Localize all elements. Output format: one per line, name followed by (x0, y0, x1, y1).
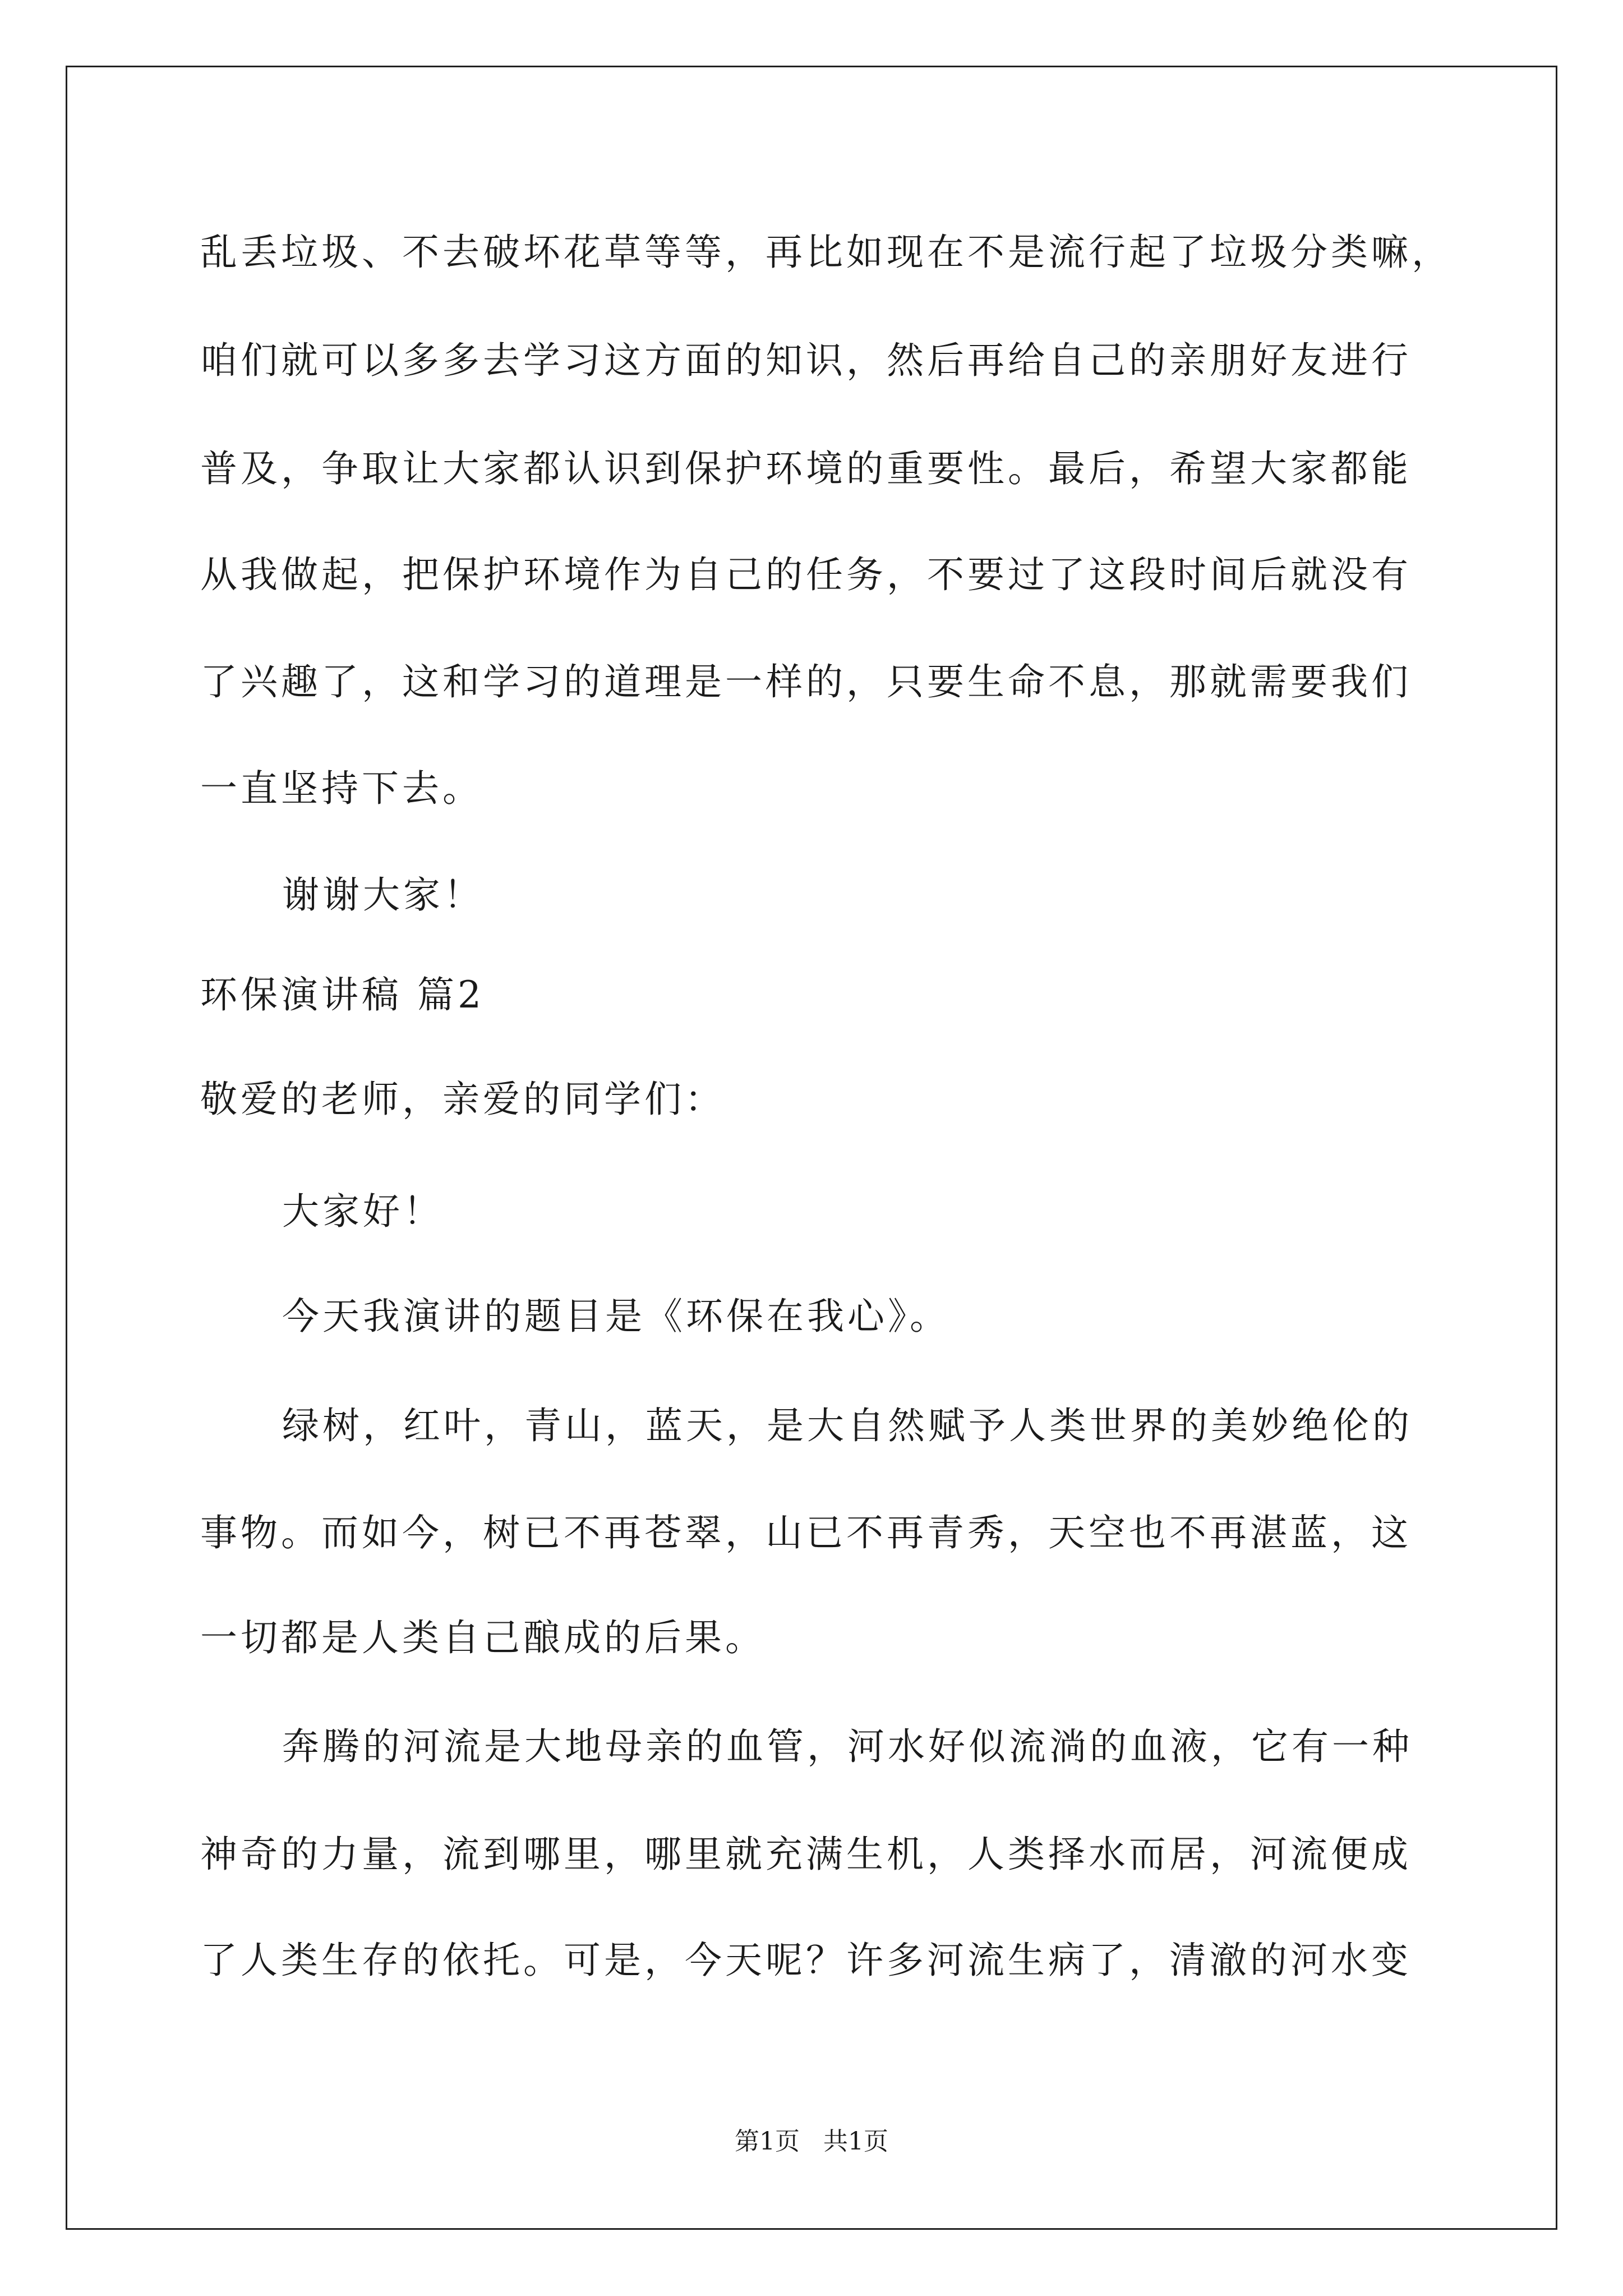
paragraph-line: 奔腾的河流是大地母亲的血管，河水好似流淌的血液，它有一种 (282, 1725, 1413, 1768)
paragraph-line: 今天我演讲的题目是《环保在我心》。 (282, 1295, 950, 1338)
paragraph-line: 咱们就可以多多去学习这方面的知识，然后再给自己的亲朋好友进行 (200, 339, 1412, 382)
paragraph-line: 了人类生存的依托。可是，今天呢？许多河流生病了，清澈的河水变 (200, 1939, 1412, 1982)
paragraph-line: 普及，争取让大家都认识到保护环境的重要性。最后，希望大家都能 (200, 447, 1412, 490)
paragraph-line: 了兴趣了，这和学习的道理是一样的，只要生命不息，那就需要我们 (200, 660, 1412, 703)
greeting: 大家好！ (282, 1190, 444, 1233)
paragraph-line: 一直坚持下去。 (200, 767, 483, 810)
paragraph-line: 神奇的力量，流到哪里，哪里就充满生机，人类择水而居，河流便成 (200, 1833, 1412, 1876)
paragraph-line: 从我做起，把保护环境作为自己的任务，不要过了这段时间后就没有 (200, 553, 1412, 596)
paragraph-line: 事物。而如今，树已不再苍翠，山已不再青秀，天空也不再湛蓝，这 (200, 1511, 1412, 1554)
paragraph-line: 乱丢垃圾、不去破坏花草等等，再比如现在不是流行起了垃圾分类嘛， (200, 231, 1452, 274)
page-footer: 第1页 共1页 (735, 2127, 888, 2156)
salutation: 敬爱的老师，亲爱的同学们： (200, 1078, 725, 1121)
thanks-line: 谢谢大家！ (282, 873, 484, 917)
paragraph-line: 一切都是人类自己酿成的后果。 (200, 1616, 766, 1659)
page-border (66, 66, 1557, 2230)
section-heading: 环保演讲稿 篇2 (200, 973, 485, 1016)
paragraph-line: 绿树，红叶，青山，蓝天，是大自然赋予人类世界的美妙绝伦的 (282, 1404, 1413, 1447)
